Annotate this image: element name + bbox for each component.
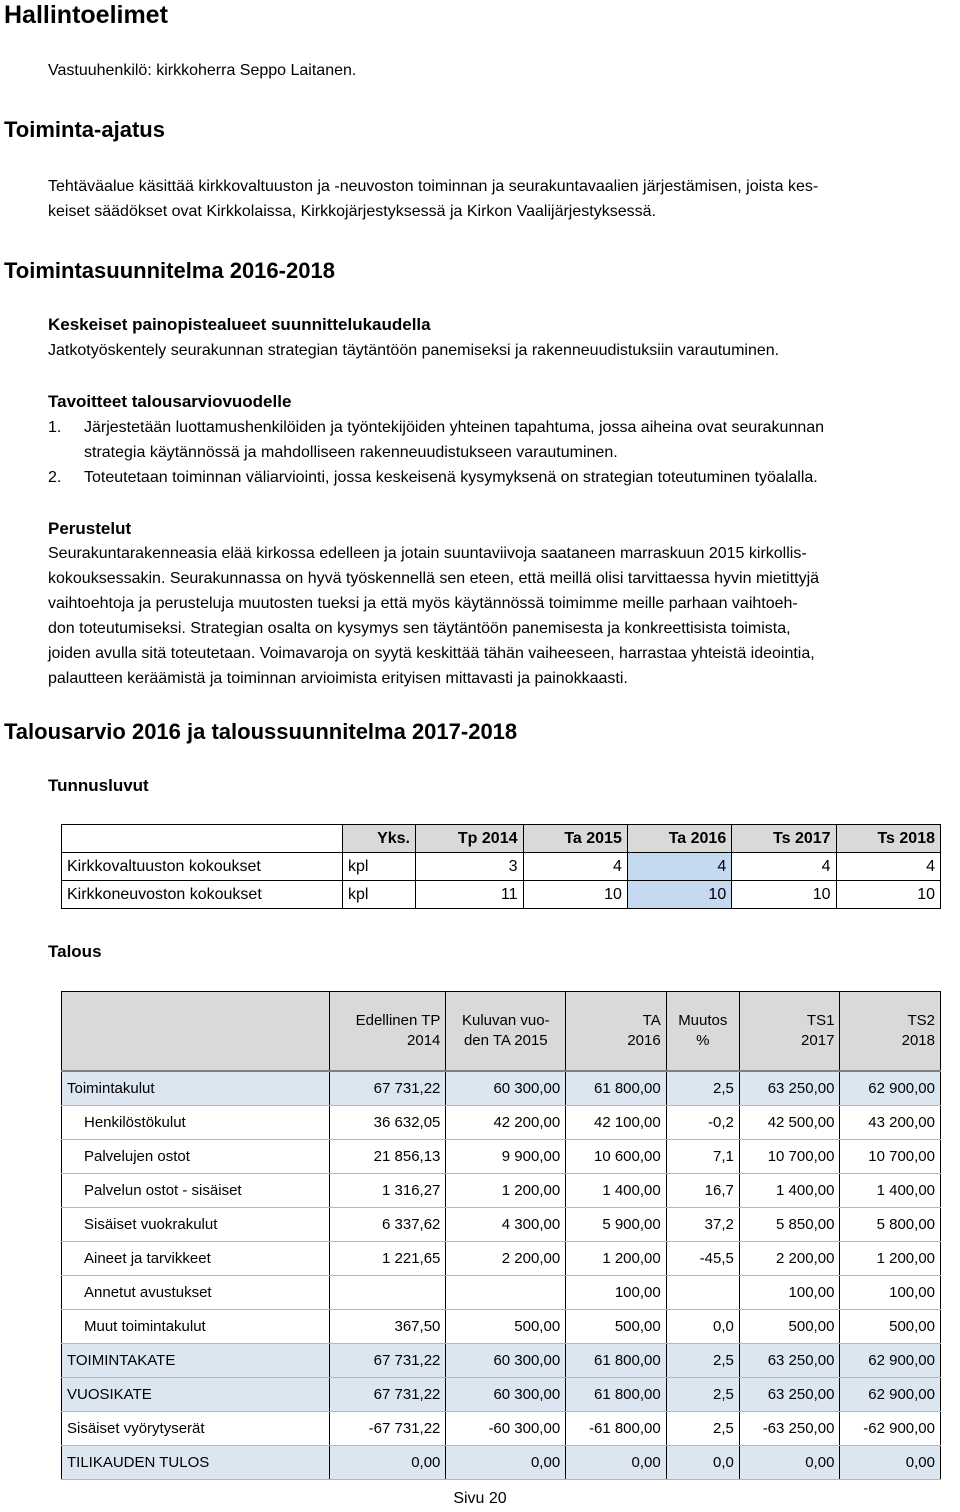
kpi-cell: 11 xyxy=(416,881,524,909)
row-label: TOIMINTAKATE xyxy=(62,1344,330,1378)
finance-header-cell: TS1 2017 xyxy=(739,992,840,1072)
row-label: Henkilöstökulut xyxy=(62,1106,330,1140)
value-cell xyxy=(330,1276,446,1310)
value-cell: 61 800,00 xyxy=(566,1071,667,1106)
goal-number: 2. xyxy=(48,469,62,486)
mission-line-1: Tehtäväalue käsittää kirkkovaltuuston ja -neuvoston toiminnan ja seurakuntavaalien järjestämisen, joista kes- xyxy=(48,178,819,195)
value-cell: 500,00 xyxy=(840,1310,941,1344)
value-cell: 100,00 xyxy=(840,1276,941,1310)
mission-heading: Toiminta-ajatus xyxy=(4,117,165,142)
finance-header-cell: TS2 2018 xyxy=(840,992,941,1072)
value-cell: 500,00 xyxy=(739,1310,840,1344)
value-cell: 60 300,00 xyxy=(446,1344,566,1378)
value-cell: -61 800,00 xyxy=(566,1412,667,1446)
kpi-table-header xyxy=(62,825,941,853)
goal-text: Toteutetaan toiminnan väliarviointi, jossa keskeisenä kysymyksenä on strategian toteutuminen työalalla. xyxy=(84,469,818,486)
value-cell: 367,50 xyxy=(330,1310,446,1344)
value-cell: 5 900,00 xyxy=(566,1208,667,1242)
finance-header-cell: TA 2016 xyxy=(566,992,667,1072)
value-cell: 37,2 xyxy=(666,1208,739,1242)
finance-table-header xyxy=(62,992,941,1072)
table-row xyxy=(62,853,941,881)
goal-text: Järjestetään luottamushenkilöiden ja työntekijöiden yhteinen tapahtuma, jossa aiheina ovat seurakunnan xyxy=(84,419,825,436)
goal-item xyxy=(48,465,954,490)
kpi-cell: 10 xyxy=(836,881,940,909)
value-cell: 1 200,00 xyxy=(446,1174,566,1208)
rationale-line: palautteen keräämistä ja toiminnan arvioimista erityisen mittavasti ja painokkaasti. xyxy=(48,670,628,687)
rationale-line: Seurakuntarakenneasia elää kirkossa edelleen ja jotain suuntaviivoja saataneen marraskuun 2015 kirkollis- xyxy=(48,545,807,562)
row-label: VUOSIKATE xyxy=(62,1378,330,1412)
kpi-cell: kpl xyxy=(343,881,416,909)
table-row xyxy=(62,881,941,909)
mission-line-2: keiset säädökset ovat Kirkkolaissa, Kirkkojärjestyksessä ja Kirkon Vaalijärjestyksessä. xyxy=(48,203,656,220)
table-row xyxy=(62,1412,941,1446)
kpi-cell: 10 xyxy=(627,881,731,909)
value-cell: 2 200,00 xyxy=(739,1242,840,1276)
finance-header-cell: Muutos % xyxy=(666,992,739,1072)
value-cell: 60 300,00 xyxy=(446,1378,566,1412)
row-label: Annetut avustukset xyxy=(62,1276,330,1310)
table-row xyxy=(62,1071,941,1106)
plan-heading: Toimintasuunnitelma 2016-2018 xyxy=(4,258,335,283)
kpi-header-cell: Yks. xyxy=(343,825,416,853)
rationale-line: don toteutumiseksi. Strategian osalta on kysymys sen täytäntöön panemisesta ja konkreettisista toimista, xyxy=(48,620,791,637)
value-cell: 0,00 xyxy=(566,1446,667,1480)
focus-text: Jatkotyöskentely seurakunnan strategian täytäntöön panemiseksi ja rakenneuudistuksiin varautuminen. xyxy=(48,342,780,359)
goals-heading: Tavoitteet talousarviovuodelle xyxy=(48,392,292,411)
rationale-line: vaihtoehtoja ja perusteluja muutosten tueksi ja että myös käytännössä toimimme meille parhaan vaihtoeh- xyxy=(48,595,798,612)
kpi-header-cell: Ta 2015 xyxy=(523,825,627,853)
kpi-cell: 3 xyxy=(416,853,524,881)
row-label: Palvelujen ostot xyxy=(62,1140,330,1174)
value-cell: -63 250,00 xyxy=(739,1412,840,1446)
row-label: Palvelun ostot - sisäiset xyxy=(62,1174,330,1208)
value-cell: 42 500,00 xyxy=(739,1106,840,1140)
rationale-heading: Perustelut xyxy=(48,519,132,538)
kpi-cell: 4 xyxy=(836,853,940,881)
row-label: Sisäiset vyörytyserät xyxy=(62,1412,330,1446)
row-label: Sisäiset vuokrakulut xyxy=(62,1208,330,1242)
value-cell: 63 250,00 xyxy=(739,1344,840,1378)
table-row xyxy=(62,1174,941,1208)
finance-table xyxy=(61,991,941,1480)
value-cell: 67 731,22 xyxy=(330,1344,446,1378)
budget-heading: Talousarvio 2016 ja taloussuunnitelma 2017-2018 xyxy=(4,719,518,744)
focus-heading: Keskeiset painopistealueet suunnittelukaudella xyxy=(48,315,431,334)
value-cell: 63 250,00 xyxy=(739,1071,840,1106)
table-row xyxy=(62,1208,941,1242)
value-cell: 67 731,22 xyxy=(330,1378,446,1412)
kpi-header-cell: Tp 2014 xyxy=(416,825,524,853)
kpi-cell: kpl xyxy=(343,853,416,881)
value-cell: 0,0 xyxy=(666,1310,739,1344)
value-cell: 1 221,65 xyxy=(330,1242,446,1276)
finance-header-cell: Kuluvan vuo- den TA 2015 xyxy=(446,992,566,1072)
kpi-cell: Kirkkoneuvoston kokoukset xyxy=(62,881,343,909)
value-cell: 1 400,00 xyxy=(739,1174,840,1208)
value-cell: 0,00 xyxy=(330,1446,446,1480)
kpi-cell: 10 xyxy=(732,881,836,909)
value-cell: 100,00 xyxy=(739,1276,840,1310)
table-row xyxy=(62,1344,941,1378)
value-cell: 6 337,62 xyxy=(330,1208,446,1242)
value-cell: 7,1 xyxy=(666,1140,739,1174)
value-cell: 5 800,00 xyxy=(840,1208,941,1242)
value-cell: 63 250,00 xyxy=(739,1378,840,1412)
kpi-header-cell: Ta 2016 xyxy=(627,825,731,853)
finance-header-cell: Edellinen TP 2014 xyxy=(330,992,446,1072)
value-cell: -0,2 xyxy=(666,1106,739,1140)
table-row xyxy=(62,1446,941,1480)
value-cell: 36 632,05 xyxy=(330,1106,446,1140)
value-cell: 1 400,00 xyxy=(566,1174,667,1208)
value-cell: -60 300,00 xyxy=(446,1412,566,1446)
value-cell xyxy=(446,1276,566,1310)
page-title: Hallintoelimet xyxy=(4,1,168,29)
row-label: TILIKAUDEN TULOS xyxy=(62,1446,330,1480)
row-label: Aineet ja tarvikkeet xyxy=(62,1242,330,1276)
value-cell: 2,5 xyxy=(666,1071,739,1106)
goal-item xyxy=(48,415,954,465)
value-cell: -67 731,22 xyxy=(330,1412,446,1446)
value-cell: 42 200,00 xyxy=(446,1106,566,1140)
value-cell: 62 900,00 xyxy=(840,1378,941,1412)
value-cell: 62 900,00 xyxy=(840,1344,941,1378)
row-label: Toimintakulut xyxy=(62,1071,330,1106)
kpi-cell: 4 xyxy=(523,853,627,881)
value-cell: 43 200,00 xyxy=(840,1106,941,1140)
value-cell: 10 700,00 xyxy=(739,1140,840,1174)
table-row xyxy=(62,1140,941,1174)
value-cell: 10 600,00 xyxy=(566,1140,667,1174)
page-number: Sivu 20 xyxy=(453,1490,507,1507)
goal-text: strategia käytännössä ja mahdolliseen rakenneuudistukseen varautuminen. xyxy=(84,444,618,461)
value-cell: 500,00 xyxy=(446,1310,566,1344)
value-cell xyxy=(666,1276,739,1310)
value-cell: 60 300,00 xyxy=(446,1071,566,1106)
rationale-line: joiden avulla sitä toteutetaan. Voimavaroja on syytä keskittää tähän vaiheeseen, harrastaa yhteistä ideointia, xyxy=(48,645,815,662)
value-cell: 1 200,00 xyxy=(840,1242,941,1276)
value-cell: 500,00 xyxy=(566,1310,667,1344)
value-cell: 1 316,27 xyxy=(330,1174,446,1208)
value-cell: 67 731,22 xyxy=(330,1071,446,1106)
value-cell: 61 800,00 xyxy=(566,1344,667,1378)
finance-table-body xyxy=(62,1071,941,1480)
table-row xyxy=(62,1106,941,1140)
table-row xyxy=(62,1242,941,1276)
value-cell: 42 100,00 xyxy=(566,1106,667,1140)
value-cell: -45,5 xyxy=(666,1242,739,1276)
value-cell: 1 200,00 xyxy=(566,1242,667,1276)
goal-number: 1. xyxy=(48,419,62,436)
value-cell: 10 700,00 xyxy=(840,1140,941,1174)
value-cell: 2 200,00 xyxy=(446,1242,566,1276)
kpi-table xyxy=(61,824,941,909)
value-cell: 1 400,00 xyxy=(840,1174,941,1208)
value-cell: 2,5 xyxy=(666,1378,739,1412)
value-cell: 9 900,00 xyxy=(446,1140,566,1174)
kpi-header-cell: Ts 2018 xyxy=(836,825,940,853)
kpi-heading: Tunnusluvut xyxy=(48,776,149,795)
kpi-header-cell: Ts 2017 xyxy=(732,825,836,853)
kpi-cell: 4 xyxy=(627,853,731,881)
responsible-person: Vastuuhenkilö: kirkkoherra Seppo Laitanen. xyxy=(48,62,357,79)
value-cell: 0,0 xyxy=(666,1446,739,1480)
kpi-cell: 4 xyxy=(732,853,836,881)
table-row xyxy=(62,1310,941,1344)
value-cell: 2,5 xyxy=(666,1412,739,1446)
value-cell: 0,00 xyxy=(739,1446,840,1480)
finance-heading: Talous xyxy=(48,942,102,961)
value-cell: 0,00 xyxy=(840,1446,941,1480)
kpi-cell: Kirkkovaltuuston kokoukset xyxy=(62,853,343,881)
value-cell: 16,7 xyxy=(666,1174,739,1208)
table-row xyxy=(62,1276,941,1310)
value-cell: 62 900,00 xyxy=(840,1071,941,1106)
value-cell: 100,00 xyxy=(566,1276,667,1310)
value-cell: 21 856,13 xyxy=(330,1140,446,1174)
value-cell: 5 850,00 xyxy=(739,1208,840,1242)
value-cell: -62 900,00 xyxy=(840,1412,941,1446)
kpi-cell: 10 xyxy=(523,881,627,909)
value-cell: 4 300,00 xyxy=(446,1208,566,1242)
value-cell: 2,5 xyxy=(666,1344,739,1378)
value-cell: 61 800,00 xyxy=(566,1378,667,1412)
table-row xyxy=(62,1378,941,1412)
kpi-header-cell xyxy=(62,825,343,853)
row-label: Muut toimintakulut xyxy=(62,1310,330,1344)
rationale-line: kokouksessakin. Seurakunnassa on hyvä työskennellä sen eteen, että meillä olisi tarvittaessa hyvin mietittyjä xyxy=(48,570,820,587)
value-cell: 0,00 xyxy=(446,1446,566,1480)
finance-header-cell xyxy=(62,992,330,1072)
